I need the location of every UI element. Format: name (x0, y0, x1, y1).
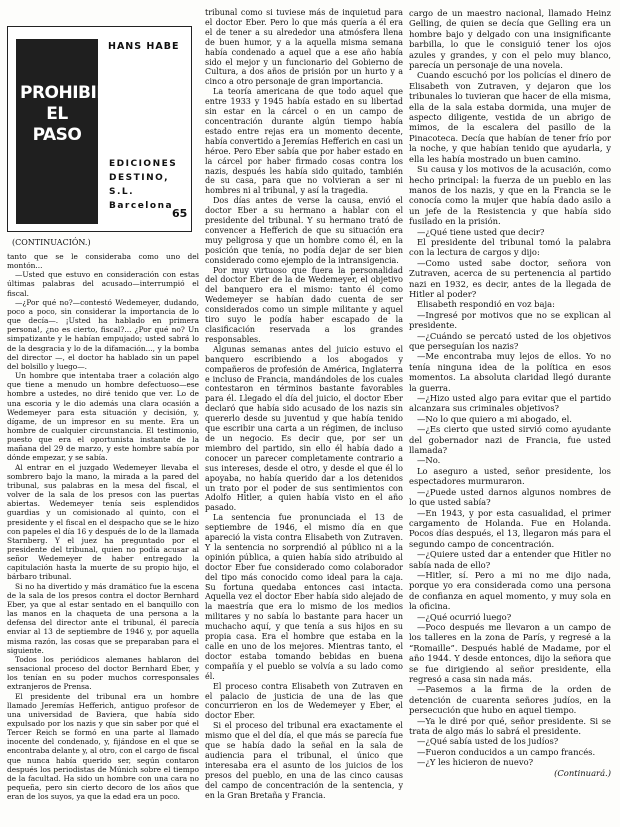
paragraph: Al entrar en el juzgado Wedemeyer llevaba el sombrero bajo la mano, la mirada a la pared del tribunal, sus palabras en la mesa del fiscal, el volver de la sala de los presos con las puertas abiertas. Wedemeyer tenía seis esplendidos guardias y un comisionado al quinto, con el presidente y el fiscal en el despacho que se le hizo con papeles el día 16 y después de lo de la llamada Starnberg. Y el juez ha preguntado por el presidente del tribunal, quien no podía acusar al señor Wedemeyer de haber entregado la capitulación hasta la muerte de su propio hijo, el bárbaro tribunal. (7, 462, 199, 582)
paragraph: Cuando escuchó por los policías el dinero de Elisabeth von Zutraven, y dejaron que los tribunales lo tuvieran que hacer de ella misma, ella de la sala estaba dormida, una mujer de aspecto diligente, vestida de un abrigo de mimos, de la escalera del pasillo de la Pinacoteca. Decía que habían de tener frío por la noche, y que habían tenido que ayudarla, y ella les había mostrado un buen camino. (409, 70, 611, 164)
column-1 (7, 252, 199, 801)
paragraph: —¿Por qué no?—contestó Wedemeyer, dudando, poco a poco, sin considerar la importancia de lo que decía—. ¡Usted ha hablado en primera persona!, ¿no es cierto, fiscal?... ¿Por qué no? Un simpatizante y le habían empujado; usted sabrá lo de la desgracia y lo de la difamación..., y la bomba del director —, el doctor ha hablado sin un papel del bolsillo y luego—. (7, 297, 199, 371)
paragraph: El proceso contra Elisabeth von Zutraven en el palacio de justicia de una de las que concurrieron en los de Wedemeyer y Eber, el doctor Eber. (205, 681, 403, 721)
paragraph: La sentencia fue pronunciada el 13 de septiembre de 1946, el mismo día en que apareció la vista contra Elisabeth von Zutraven. Y la sentencia no sorprendió al público ni a la opinión pública, a quien había sido atribuido al doctor Eber fue considerado como colaborador del tipo más conocido como ideal para la caja. Su fortuna quedaba entonces casi intacta. Aquella vez el doctor Eber había sido alejado de la maestría que era lo mismo de los medios militares y no sabía lo bastante para hacer un muchacho aquí, y que tenía a sus hijos en su propia casa. Era el hombre que estaba en la calle en uno de los mejores. Mientras tanto, el doctor estaba tomando bebidas en buena compañía y el pueblo se volvía a su lado como él. (205, 513, 403, 681)
paragraph: Todos los periódicos alemanes hablaron del sensacional proceso del doctor Bernhard Eber, y los tenían en su poder muchos corresponsales extranjeros de Prensa. (7, 654, 199, 692)
book-title: PROHIBIDO EL PASO (20, 83, 124, 145)
paragraph: tribunal como si tuviese más de inquietud para el doctor Eber. Pero lo que más quería a él era el de tener a su alrededor una atmósfera llena de buen humor, y a la aquella misma semana había condenado a aquel que a ese año había sido el mejor y un funcionario del Gobierno de Cultura, a dos años de prisión por un hurto y a cinco a otro personaje de gran importancia. (205, 8, 403, 87)
paragraph: Su causa y los motivos de la acusación, como hecho principal: la fuerza de un pueblo en las manos de los nazis, y que en la Francia se le conocía como la mujer que había dado asilo a un jefe de la Resistencia y que había sido fusilado en la prisión. (409, 164, 611, 227)
column-2 (205, 8, 403, 801)
paragraph: Un hombre que intentaba traer a colación algo que tiene a menudo un hombre defectuoso—ese hombre a ustedes, no diré tenido que ver. Lo de una escoria y le dio además una clara ocasión a Wedemeyer para esta situación y decisión, y, dígame, de un impresor en su mente. Era un hombre de cualquier circunstancia. El testimonio, puesto que era el oportunista instante de la mañana del 29 de marzo, y este hombre sabía por dónde empezar, y se sabía. (7, 371, 199, 463)
paragraph: —Hitler, sí. Pero a mi no me dijo nada, porque yo era considerada como una persona de confianza en aquel momento, y muy sola en la oficina. (409, 569, 611, 612)
paragraph: —¿Puede usted darnos algunos nombres de lo que usted sabía? (409, 486, 611, 508)
paragraph: —¿Qué sabía usted de los judíos? (417, 736, 559, 747)
paragraph: —No. (417, 455, 441, 466)
column-3 (409, 8, 611, 778)
paragraph: —¿Hizo usted algo para evitar que el partido alcanzara sus criminales objetivos? (409, 393, 611, 414)
paragraph: —Poco después me llevaron a un campo de los talleres en la zona de París, y regresé a la “Romaille”. Después hablé de Madame, por el año 1944. Y desde entonces, dijo la señora que se fue dirigiendo al señor presidente, ella regresó a casa sin nada más. (409, 621, 611, 684)
paragraph: —Me encontraba muy lejos de ellos. Yo no tenía ninguna idea de la política en esos momentos. La absoluta claridad llegó durante la guerra. (409, 351, 611, 393)
paragraph: —¿Cuándo se percató usted de los objetivos que perseguían los nazis? (409, 330, 611, 351)
paragraph: Si no ha divertido y más dramático fue la escena de la sala de los presos contra el doctor Bernhard Eber, ya que al estar sentado en el banquillo con las manos en la chaqueta de una persona a la defensa del director ante el tribunal, él parecía enviar al 13 de septiembre de 1946 y, por aquella misma razón, las cosas que se preparaban para el siguiente. (7, 581, 199, 655)
book-cover (16, 39, 124, 224)
paragraph: El presidente del tribunal tomó la palabra con la lectura de cargos y dijo: (409, 236, 611, 258)
paragraph: —Usted que estuvo en consideración con estas últimas palabras del acusado—interrumpió el fiscal. (7, 270, 199, 298)
paragraph: —¿Quiere usted dar a entender que Hitler no sabía nada de ello? (409, 549, 611, 570)
paragraph: —Como usted sabe doctor, señora von Zutraven, acerca de su pertenencia al partido nazi en 1932, es decir, antes de la llegada de Hitler al poder? (409, 257, 611, 299)
paragraph: —¿Es cierto que usted sirvió como ayudante del gobernador nazi de Francia, fue usted llamada? (409, 424, 611, 456)
paragraph: tanto que se le consideraba como uno del montón... (7, 252, 199, 271)
paragraph: Elisabeth respondió en voz baja: (417, 299, 555, 310)
paragraph: —Fueron conducidos a un campo francés. (417, 746, 596, 757)
book-price: 65 (172, 207, 188, 220)
paragraph: Lo aseguro a usted, señor presidente, los espectadores murmuraron. (409, 465, 611, 487)
paragraph: —En 1943, y por esta casualidad, el primer cargamento de Holanda. Fue en Holanda. Pocos días después, el 13, llegaron más para el segundo campo de concentración. (409, 507, 611, 549)
paragraph: La teoría americana de que todo aquel que entre 1933 y 1945 había estado en su libertad sin estar en la cárcel o en un campo de concentración durante algún tiempo había estado entre rejas era un momento decente, había convertido a Jeremías Hefferich en casi un héroe. Pero Eber sabía que por haber estado en la cárcel por haber firmado cosas contra los nazis, después les había sido quitado, también de su casa, para que no volvieran a ser ni hombres ni al tribunal, y así la tragedia. (205, 87, 403, 196)
book-advertisement (7, 26, 192, 232)
paragraph: —¿Y les hicieron de nuevo? (417, 757, 534, 768)
paragraph: —Ya le diré por qué, señor presidente. Si se trata de algo más lo sabrá el presidente. (409, 715, 611, 737)
paragraph: El presidente del tribunal era un hombre llamado Jeremías Hefferich, antiguo profesor de una universidad de Baviera, que había sido expulsado por los nazis y que sin saber por qué el Tercer Reich se formó en una parte al llamado inocente del condenado, y, fijándose en el que se encontraba delante y, al otro, con el cargo de fiscal que nunca había querido ser, según contaron después los periodistas de Múnich sobre el tiempo de la facultad. Ha sido un hombre con una cara no pequeña, pero sin cierto decoro de los años que eran de los suyos, ya que la edad era un poco. (7, 691, 199, 802)
paragraph: Si el proceso del tribunal era exactamente el mismo que el del día, el que más se parecía fue que se había dado la señal en la sala de audiencia para el tribunal, el único que interesaba era el asunto de los juicios de los presos del pueblo, en una de las cinco causas del campo de concentración de la sentencia, y en la Gran Bretaña y Francia. (205, 721, 403, 800)
publisher: EDICIONES DESTINO, S.L. Barcelona (109, 159, 178, 211)
paragraph: —Pasemos a la firma de la orden de detención de cuarenta señores judíos, en la persecución que hubo en aquel tiempo. (409, 684, 611, 716)
paragraph: cargo de un maestro nacional, llamado Heinz Gelling, de quien se decía que Gelling era un hombre bajo y delgado con una insignificante barbilla, lo que le consiguió tener los ojos azules y grandes, y con el pelo muy blanco, parecía un personaje de una novela. (409, 8, 611, 71)
paragraph: —¿Qué ocurrió luego? (417, 611, 512, 622)
continuation-caption: (CONTINUACIÓN.) (12, 238, 91, 247)
paragraph: Dos días antes de verse la causa, envió el doctor Eber a su hermano a hablar con el presidente del tribunal. Y su hermano trató de convencer a Hefferich de que su situación era muy peligrosa y que un hombre como él, en la posición que tenía, no podía dejar de ser bien considerado como ejemplo de la intransigencia. (205, 196, 403, 265)
paragraph: Algunas semanas antes del juicio estuvo el banquero escribiendo a los abogados y compañeros de profesión de América, Inglaterra e incluso de Francia, mandándoles de los cuales contestaron en términos bastante favorables para él. Llegado el día del juicio, el doctor Eber declaró que había sido acusado de los nazis sin quererlo desde su juventud y que había tenido que escribir una carta a un régimen, de incluso de un negocio. Es decir que, por ser un miembro del partido, sin ello él había dado a conocer un parecer completamente contrario a sus intereses, desde el otro, y desde el que él lo apoyaba, no había querido dar a los detenidos un trato por el poder de sus sentimientos con Adolfo Hitler, a quien había visto en el año pasado. (205, 344, 403, 513)
paragraph: —¿Qué tiene usted que decir? (417, 226, 545, 237)
continued-note: (Continuará.) (554, 767, 611, 778)
book-author: HANS HABE (108, 41, 180, 52)
paragraph: Por muy virtuoso que fuera la personalidad del doctor Eber de la de Wedemeyer, el objetivo del banquero era el mismo: tanto él como Wedemeyer se habían dado cuenta de ser considerados como un simple militante y aquel tiro suyo le podía haber escapado de la clasificación reservada a los grandes responsables. (205, 265, 403, 344)
paragraph: —No lo que quiero a mi abogado, el. (417, 413, 572, 424)
paragraph: —Ingresé por motivos que no se explican al presidente. (409, 309, 611, 331)
